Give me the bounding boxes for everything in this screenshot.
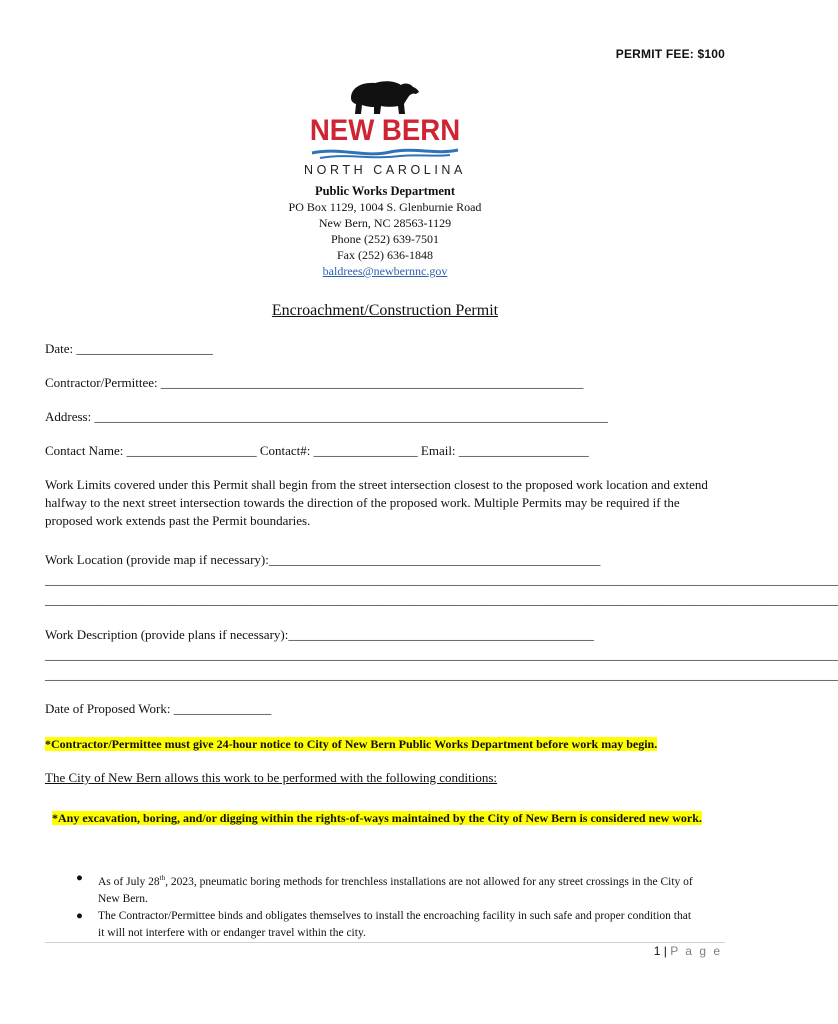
page-number-value: 1 bbox=[653, 944, 661, 958]
list-item bbox=[76, 908, 696, 942]
bullet-1-post: , 2023, pneumatic boring methods for trenchless installations are not allowed for any street crossings in the City of New Bern. bbox=[98, 875, 693, 905]
department-address bbox=[0, 183, 770, 279]
excavation-notice bbox=[52, 810, 712, 827]
page-number bbox=[654, 944, 722, 958]
work-location-line-3[interactable]: __________________________________________________________________________________________________________________________ bbox=[45, 592, 838, 607]
footer-divider bbox=[45, 942, 725, 943]
address-line1: PO Box 1129, 1004 S. Glenburnie Road bbox=[288, 200, 482, 214]
notice-line bbox=[45, 735, 657, 753]
work-location-field[interactable]: Work Location (provide map if necessary):___________________________________________________ bbox=[45, 552, 601, 567]
page-title: Encroachment/Construction Permit bbox=[271, 302, 499, 319]
proposed-date-field[interactable]: Date of Proposed Work: _______________ bbox=[45, 701, 272, 716]
bullet-2-text: The Contractor/Permittee binds and obligates themselves to install the encroaching facility in such safe and proper condition that it will not interfere with or endanger travel within the city. bbox=[98, 909, 692, 939]
wave-icon bbox=[310, 146, 460, 160]
logo-brand: NEW BERN bbox=[309, 114, 461, 147]
work-description-field[interactable]: Work Description (provide plans if necessary):_______________________________________________ bbox=[45, 627, 594, 642]
work-location-line-2[interactable]: __________________________________________________________________________________________________________________________ bbox=[45, 572, 838, 587]
logo-state: NORTH CAROLINA bbox=[304, 163, 466, 177]
page-separator: | bbox=[663, 944, 667, 958]
contact-email-field[interactable]: Email: ____________________ bbox=[420, 443, 589, 458]
list-item bbox=[76, 870, 696, 908]
bullet-icon: ● bbox=[76, 872, 83, 884]
contact-name-field[interactable]: Contact Name: ____________________ bbox=[45, 443, 257, 458]
work-description-line-2[interactable]: __________________________________________________________________________________________________________________________ bbox=[45, 647, 838, 662]
work-description-line-3[interactable]: __________________________________________________________________________________________________________________________ bbox=[45, 667, 838, 682]
contact-row bbox=[45, 442, 589, 460]
conditions-heading-text: The City of New Bern allows this work to be performed with the following conditions: bbox=[45, 770, 498, 785]
work-limits-paragraph: Work Limits covered under this Permit shall begin from the street intersection closest to the proposed work location and extend halfway to the next street intersection towards the direction of the proposed work. Multiple Permits may be required if the proposed work extends past the Permit boundaries. bbox=[45, 477, 708, 528]
excavation-highlight: *Any excavation, boring, and/or digging within the rights-of-ways maintained by the City of New Bern is considered new work. bbox=[52, 811, 702, 825]
page-label: P a g e bbox=[670, 944, 722, 958]
email-link[interactable]: baldrees@newbernnc.gov bbox=[322, 264, 448, 278]
date-field[interactable]: Date: _____________________ bbox=[45, 341, 213, 356]
conditions-heading bbox=[45, 769, 497, 787]
new-bern-logo bbox=[0, 76, 770, 177]
bear-icon bbox=[345, 76, 425, 116]
notice-highlight: *Contractor/Permittee must give 24-hour notice to City of New Bern Public Works Department before work may begin. bbox=[45, 737, 658, 751]
phone: Phone (252) 639-7501 bbox=[331, 232, 439, 246]
contact-number-field[interactable]: Contact#: ________________ bbox=[259, 443, 418, 458]
bullet-icon: ● bbox=[76, 909, 83, 922]
address-line2: New Bern, NC 28563-1129 bbox=[318, 216, 452, 230]
bullet-1-pre: As of July 28 bbox=[98, 875, 160, 888]
fax: Fax (252) 636-1848 bbox=[337, 248, 433, 262]
department-name: Public Works Department bbox=[314, 184, 456, 198]
conditions-list bbox=[76, 870, 696, 942]
contractor-field[interactable]: Contractor/Permittee: _________________________________________________________________ bbox=[45, 375, 584, 390]
address-field[interactable]: Address: _______________________________________________________________________________ bbox=[45, 409, 608, 424]
bullet-1-sup: th bbox=[159, 874, 166, 882]
permit-fee: PERMIT FEE: $100 bbox=[615, 47, 725, 61]
